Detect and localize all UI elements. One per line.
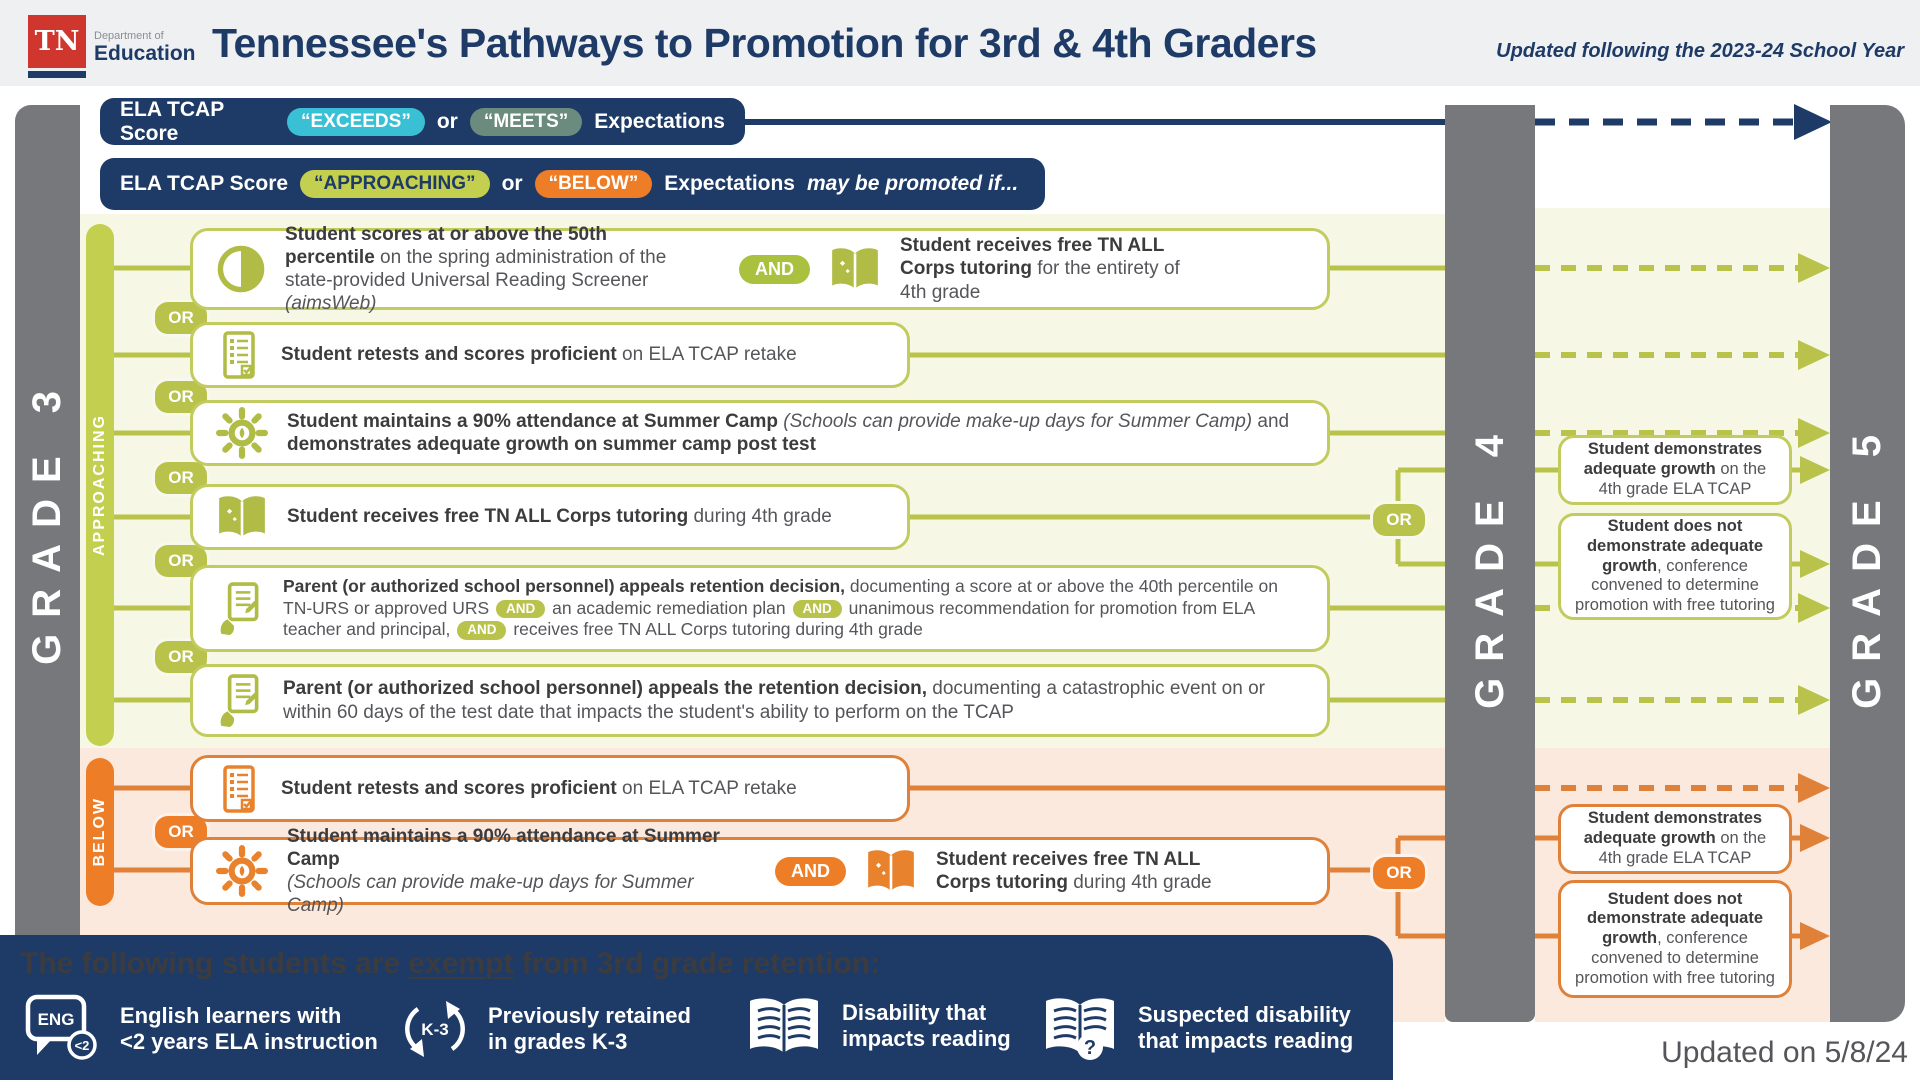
pathway-box-summer-camp <box>190 400 1330 466</box>
meets-pill: “MEETS” <box>470 108 582 136</box>
grade-3-label: GRADE 3 <box>25 375 69 665</box>
pathway-text: Student maintains a 90% attendance at Summer Camp (Schools can provide make-up days for Summer Camp) <box>287 825 720 917</box>
or-pill: OR <box>152 638 210 676</box>
reading-disability-icon <box>742 993 826 1059</box>
exempt-item-previously-retained <box>398 993 691 1065</box>
and-pill: AND <box>775 857 846 886</box>
or-pill: OR <box>152 542 210 580</box>
exempt-item-disability <box>742 993 1011 1059</box>
outcome-text: Student does not demonstrate adequate growth, conference convened to determine promotion with free tutoring <box>1575 517 1775 615</box>
pathway-text: Student receives free TN ALL Corps tutoring during 4th grade <box>936 848 1212 893</box>
pathway-text: Student retests and scores proficient on ELA TCAP retake <box>281 344 797 366</box>
pathway-box-appeal-catastrophic <box>190 664 1330 737</box>
dept-of-text: Department of <box>94 30 164 42</box>
pathway-box-urs-and-tutoring <box>190 223 1330 315</box>
approaching-track-label: APPROACHING <box>91 413 108 556</box>
summer-camp-icon <box>215 844 269 898</box>
tutoring-book-icon <box>864 846 918 896</box>
exempt-item-suspected-disability <box>1038 993 1353 1063</box>
outcome-box-adequate-growth-below <box>1558 804 1792 874</box>
english-learner-icon <box>24 993 104 1065</box>
page-subtitle: Updated following the 2023-24 School Year <box>1496 40 1904 62</box>
below-pill: “BELOW” <box>535 170 653 198</box>
exempt-item-label: English learners with <2 years ELA instruction <box>120 1002 378 1054</box>
or-pill: OR <box>1370 854 1428 892</box>
retest-sheet-icon <box>215 764 263 814</box>
pathway-box-retest-below <box>190 755 910 822</box>
page-title: Tennessee's Pathways to Promotion for 3rd & 4th Graders <box>212 20 1317 66</box>
outcome-text: Student demonstrates adequate growth on the 4th grade ELA TCAP <box>1583 440 1767 498</box>
or-pill: OR <box>1370 501 1428 539</box>
pathway-box-camp-and-tutoring <box>190 825 1330 917</box>
education-text: Education <box>94 42 196 65</box>
tutoring-book-icon <box>215 492 269 542</box>
below-track-label: BELOW <box>91 797 108 867</box>
and-pill: AND <box>739 255 810 284</box>
approaching-below-bar <box>100 158 1045 210</box>
retest-sheet-icon <box>215 330 263 380</box>
svg-text:ENG: ENG <box>37 1010 75 1029</box>
exempt-item-label: Disability that impacts reading <box>842 999 1011 1051</box>
pathway-box-tutoring <box>190 484 910 550</box>
or-pill: OR <box>152 813 210 851</box>
exemption-title: The following students are exempt from 3rd grade retention: <box>20 947 881 980</box>
exceeds-meets-bar <box>100 98 745 145</box>
svg-text:K-3: K-3 <box>421 1020 449 1039</box>
approaching-track <box>86 224 114 746</box>
pathway-box-appeal-score <box>190 565 1330 652</box>
approaching-pill: “APPROACHING” <box>300 170 490 198</box>
pathway-text: Parent (or authorized school personnel) appeals the retention decision, documenting a catastrophic event on or within 60 days of the test date that impacts the student's ability to perform on the TCAP <box>283 678 1265 723</box>
grade-5-bar <box>1830 105 1905 1022</box>
appeal-icon <box>215 674 265 728</box>
exemption-panel <box>0 935 1393 1080</box>
svg-text:<2: <2 <box>74 1038 90 1053</box>
or-pill: OR <box>152 299 210 337</box>
bar1-suffix: Expectations <box>594 109 725 133</box>
pathway-box-retest <box>190 322 910 388</box>
pathway-text: Parent (or authorized school personnel) appeals retention decision, documenting a score at or above the 40th percentile on TN-URS or approved URS AND an academic remediation plan AND unanimous recommendation for promotion from ELA teacher and principal, AND receives free TN ALL Corps tutoring during 4th grade <box>283 575 1278 640</box>
grade-4-bar <box>1445 105 1535 1022</box>
bar1-or: or <box>436 109 458 133</box>
pathway-text: Student retests and scores proficient on ELA TCAP retake <box>281 777 797 799</box>
updated-date: Updated on 5/8/24 <box>1661 1036 1908 1069</box>
summer-camp-icon <box>215 406 269 460</box>
pathway-text: Student receives free TN ALL Corps tutoring for the entirety of 4th grade <box>900 235 1180 303</box>
exceeds-meets-arrow <box>742 104 1832 140</box>
appeal-icon <box>215 582 265 636</box>
retained-cycle-icon <box>398 993 472 1065</box>
outcome-text: Student demonstrates adequate growth on the 4th grade ELA TCAP <box>1583 809 1767 867</box>
bar2-condition: may be promoted if... <box>807 172 1019 195</box>
or-pill: OR <box>152 459 210 497</box>
pathway-text: Student scores at or above the 50th percentile on the spring administration of the state-provided Universal Reading Screener (aimsWeb) <box>285 223 667 315</box>
bar2-or: or <box>501 172 523 195</box>
bar2-suffix: Expectations <box>664 172 795 195</box>
exempt-item-label: Suspected disability that impacts reading <box>1138 1001 1354 1053</box>
bar2-prefix: ELA TCAP Score <box>120 172 289 195</box>
percentile-icon <box>215 243 267 295</box>
pathway-text: Student receives free TN ALL Corps tutoring during 4th grade <box>287 506 832 528</box>
outcome-box-adequate-growth <box>1558 435 1792 505</box>
grade-3-bar <box>15 105 80 935</box>
outcome-text: Student does not demonstrate adequate growth, conference convened to determine promotion with free tutoring <box>1575 889 1775 987</box>
tutoring-book-icon <box>828 244 882 294</box>
bar1-prefix: ELA TCAP Score <box>120 97 224 145</box>
outcome-box-no-adequate-growth <box>1558 513 1792 620</box>
outcome-box-no-adequate-growth-below <box>1558 880 1792 998</box>
pathway-text: Student maintains a 90% attendance at Summer Camp (Schools can provide make-up days for Summer Camp) and demonstrates adequate growth on summer camp post test <box>287 410 1290 455</box>
tn-logo-text: TN <box>34 26 80 57</box>
or-pill: OR <box>152 378 210 416</box>
exempt-item-english-learners <box>24 993 378 1065</box>
suspected-disability-icon <box>1038 993 1122 1063</box>
svg-text:?: ? <box>1083 1037 1097 1059</box>
exempt-item-label: Previously retained in grades K-3 <box>488 1002 691 1054</box>
grade-5-label: GRADE 5 <box>1845 418 1889 709</box>
grade-4-label: GRADE 4 <box>1467 418 1512 709</box>
below-track <box>86 758 114 906</box>
exceeds-pill: “EXCEEDS” <box>287 108 425 136</box>
